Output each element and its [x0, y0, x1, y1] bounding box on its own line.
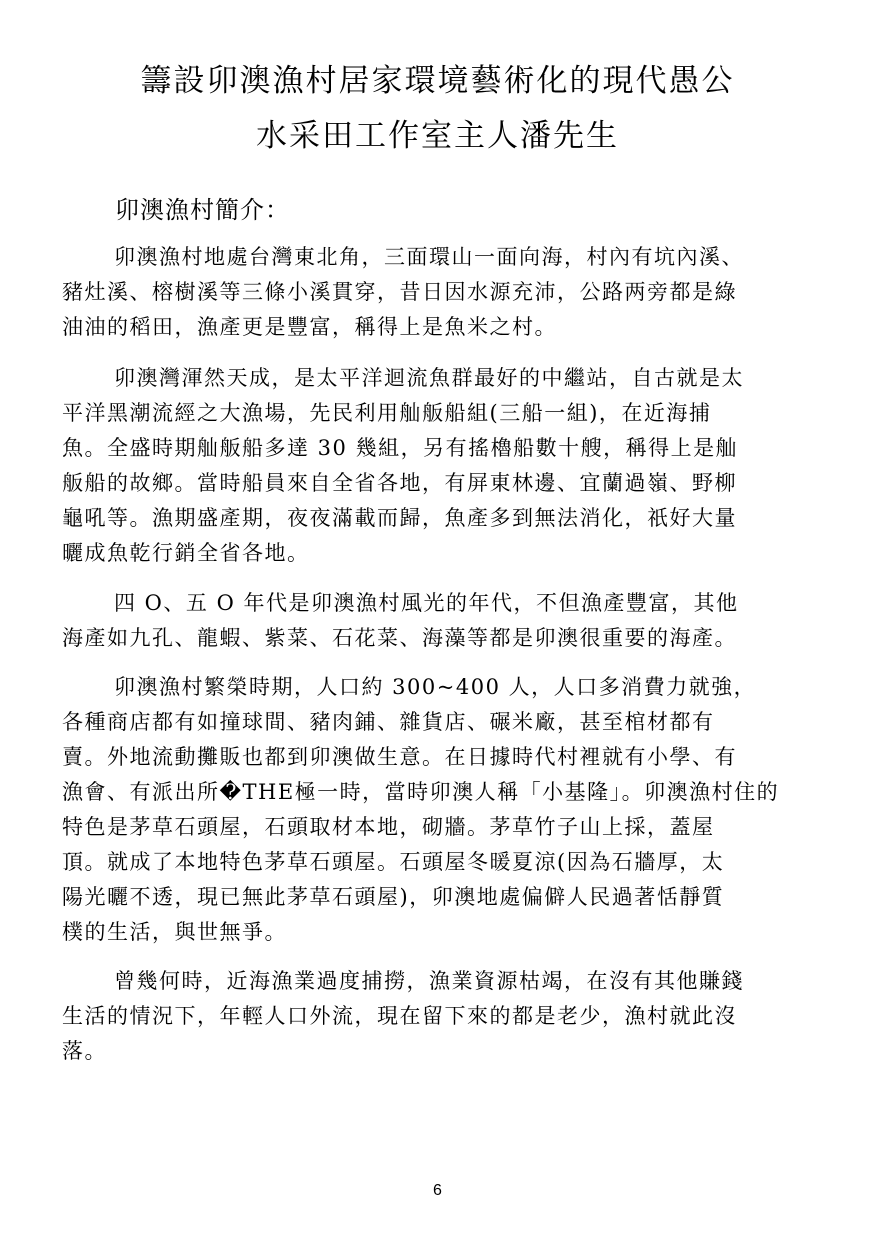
paragraph-line: 四 O、五 O 年代是卯澳漁村風光的年代，不但漁產豐富，其他 — [114, 591, 739, 615]
paragraph-line: 漁會、有派出所�THE極一時，當時卯澳人稱「小基隆」。卯澳漁村住的 — [62, 780, 780, 804]
paragraph-line: 卯澳漁村地處台灣東北角，三面環山一面向海，村內有坑內溪、 — [114, 245, 744, 269]
paragraph-line: 龜吼等。漁期盛產期，夜夜滿載而歸，魚產多到無法消化，祇好大量 — [62, 506, 737, 530]
paragraph-line: 海產如九孔、龍蝦、紫菜、石花菜、海藻等都是卯澳很重要的海產。 — [62, 626, 737, 650]
paragraph-5 — [62, 964, 822, 1069]
paragraph-line: 樸的生活，與世無爭。 — [62, 920, 287, 944]
paragraph-line: 曾幾何時，近海漁業過度捕撈，漁業資源枯竭，在沒有其他賺錢 — [114, 969, 744, 993]
paragraph-line: 舨船的故鄉。當時船員來自全省各地，有屏東林邊、宜蘭過嶺、野柳 — [62, 471, 737, 495]
paragraph-line: 落。 — [62, 1039, 107, 1063]
paragraph-line: 卯澳漁村繁榮時期，人口約 300~400 人，人口多消費力就強， — [114, 675, 757, 699]
paragraph-line: 頂。就成了本地特色茅草石頭屋。石頭屋冬暖夏涼(因為石牆厚，太 — [62, 850, 725, 874]
paragraph-line: 卯澳灣渾然天成，是太平洋迴流魚群最好的中繼站，自古就是太 — [114, 366, 744, 390]
paragraph-line: 魚。全盛時期舢舨船多達 30 幾組，另有搖櫓船數十艘，稱得上是舢 — [62, 436, 739, 460]
section-heading: 卯澳漁村簡介： — [115, 196, 290, 224]
paragraph-line: 油油的稻田，漁產更是豐富，稱得上是魚米之村。 — [62, 315, 557, 339]
paragraph-line: 生活的情況下，年輕人口外流，現在留下來的都是老少，漁村就此沒 — [62, 1004, 737, 1028]
page-title: 籌設卯澳漁村居家環境藝術化的現代愚公 — [140, 63, 735, 99]
paragraph-line: 各種商店都有如撞球間、豬肉鋪、雜貨店、碾米廠，甚至棺材都有 — [62, 710, 715, 734]
paragraph-line: 豬灶溪、榕樹溪等三條小溪貫穿，昔日因水源充沛，公路两旁都是綠 — [62, 280, 737, 304]
paragraph-line: 曬成魚乾行銷全省各地。 — [62, 541, 310, 565]
paragraph-3 — [62, 586, 822, 656]
paragraph-line: 特色是茅草石頭屋，石頭取材本地，砌牆。茅草竹子山上採，蓋屋 — [62, 815, 715, 839]
paragraph-1 — [62, 240, 822, 345]
paragraph-line: 賣。外地流動攤販也都到卯澳做生意。在日據時代村裡就有小學、有 — [62, 745, 737, 769]
page-number: 6 — [433, 1182, 442, 1199]
paragraph-2 — [62, 361, 822, 571]
paragraph-line: 平洋黑潮流經之大漁場，先民利用舢舨船組(三船一組)，在近海捕 — [62, 401, 712, 425]
page-subtitle: 水采田工作室主人潘先生 — [256, 118, 619, 154]
paragraph-line: 陽光曬不透，現已無此茅草石頭屋)，卯澳地處偏僻人民過著恬靜質 — [62, 885, 725, 909]
paragraph-4 — [62, 670, 822, 950]
